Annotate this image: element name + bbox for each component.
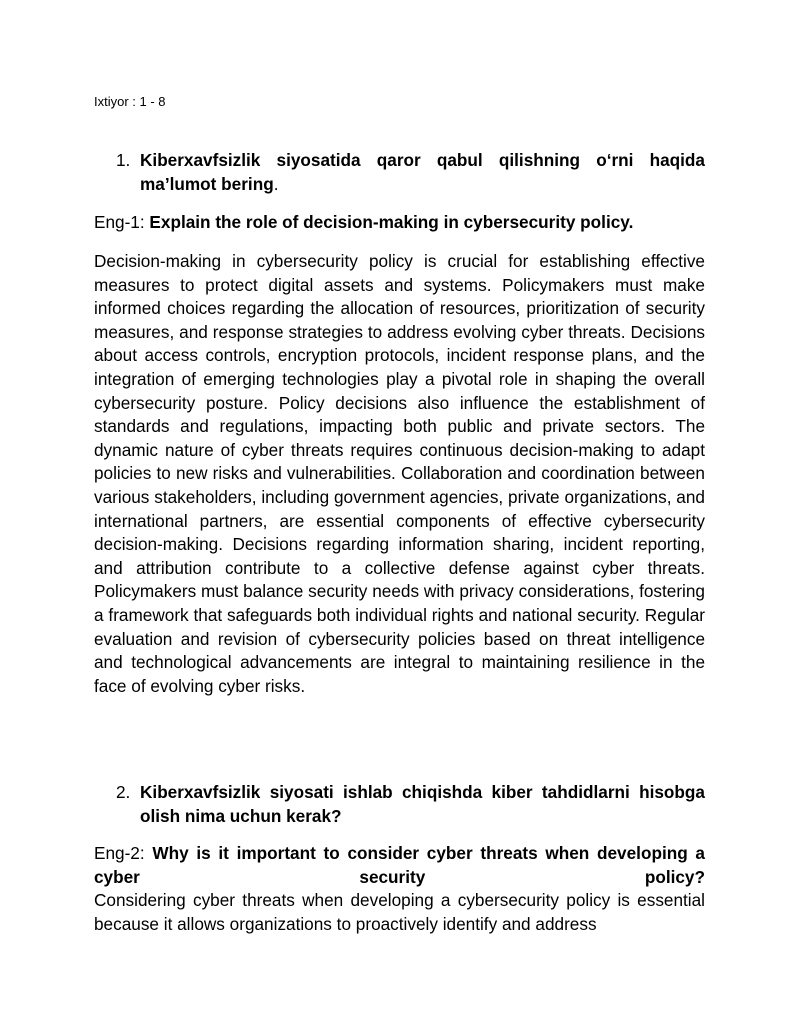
eng-1-heading bbox=[94, 210, 705, 234]
answer-2-paragraph: Considering cyber threats when developing a cybersecurity policy is essential because it allows organizations to proactively identify and address bbox=[94, 890, 705, 934]
question-1 bbox=[116, 148, 705, 196]
eng-2-label: Eng-2: bbox=[94, 843, 153, 863]
eng-1-question: Explain the role of decision-making in cybersecurity policy. bbox=[149, 212, 634, 232]
question-1-period: . bbox=[273, 174, 279, 194]
eng-1-label: Eng-1: bbox=[94, 212, 150, 232]
question-2 bbox=[116, 780, 705, 828]
answer-1-paragraph: Decision-making in cybersecurity policy is crucial for establishing effective measures to protect digital assets and systems. Policymakers must make informed choices regarding the allocation of resources, prioritization of security measures, and response strategies to address evolving cyber threats. Decisions about access controls, encryption protocols, incident response plans, and the integration of emerging technologies play a pivotal role in shaping the overall cybersecurity posture. Policy decisions also influence the establishment of standards and regulations, impacting both public and private sectors. The dynamic nature of cyber threats requires continuous decision-making to adapt policies to new risks and vulnerabilities. Collaboration and coordination between various stakeholders, including government agencies, private organizations, and international partners, are essential components of effective cybersecurity decision-making. Decisions regarding information sharing, incident reporting, and attribution contribute to a collective defense against cyber threats. Policymakers must balance security needs with privacy considerations, fostering a framework that safeguards both individual rights and national security. Regular evaluation and revision of cybersecurity policies based on threat intelligence and technological advancements are integral to maintaining resilience in the face of evolving cyber risks. bbox=[94, 251, 705, 696]
page-header: Ixtiyor : 1 - 8 bbox=[94, 94, 166, 109]
question-2-text: Kiberxavfsizlik siyosati ishlab chiqishda kiber tahdidlarni hisobga olish nima uchun kerak? bbox=[140, 782, 705, 826]
eng-2-question: Why is it important to consider cyber threats when developing a cyber security policy? bbox=[94, 843, 705, 887]
question-1-text: Kiberxavfsizlik siyosatida qaror qabul qilishning o‘rni haqida ma’lumot bering bbox=[140, 150, 705, 194]
question-2-number: 2. bbox=[116, 782, 131, 802]
question-1-number: 1. bbox=[116, 150, 131, 170]
eng-2-heading bbox=[94, 842, 705, 889]
